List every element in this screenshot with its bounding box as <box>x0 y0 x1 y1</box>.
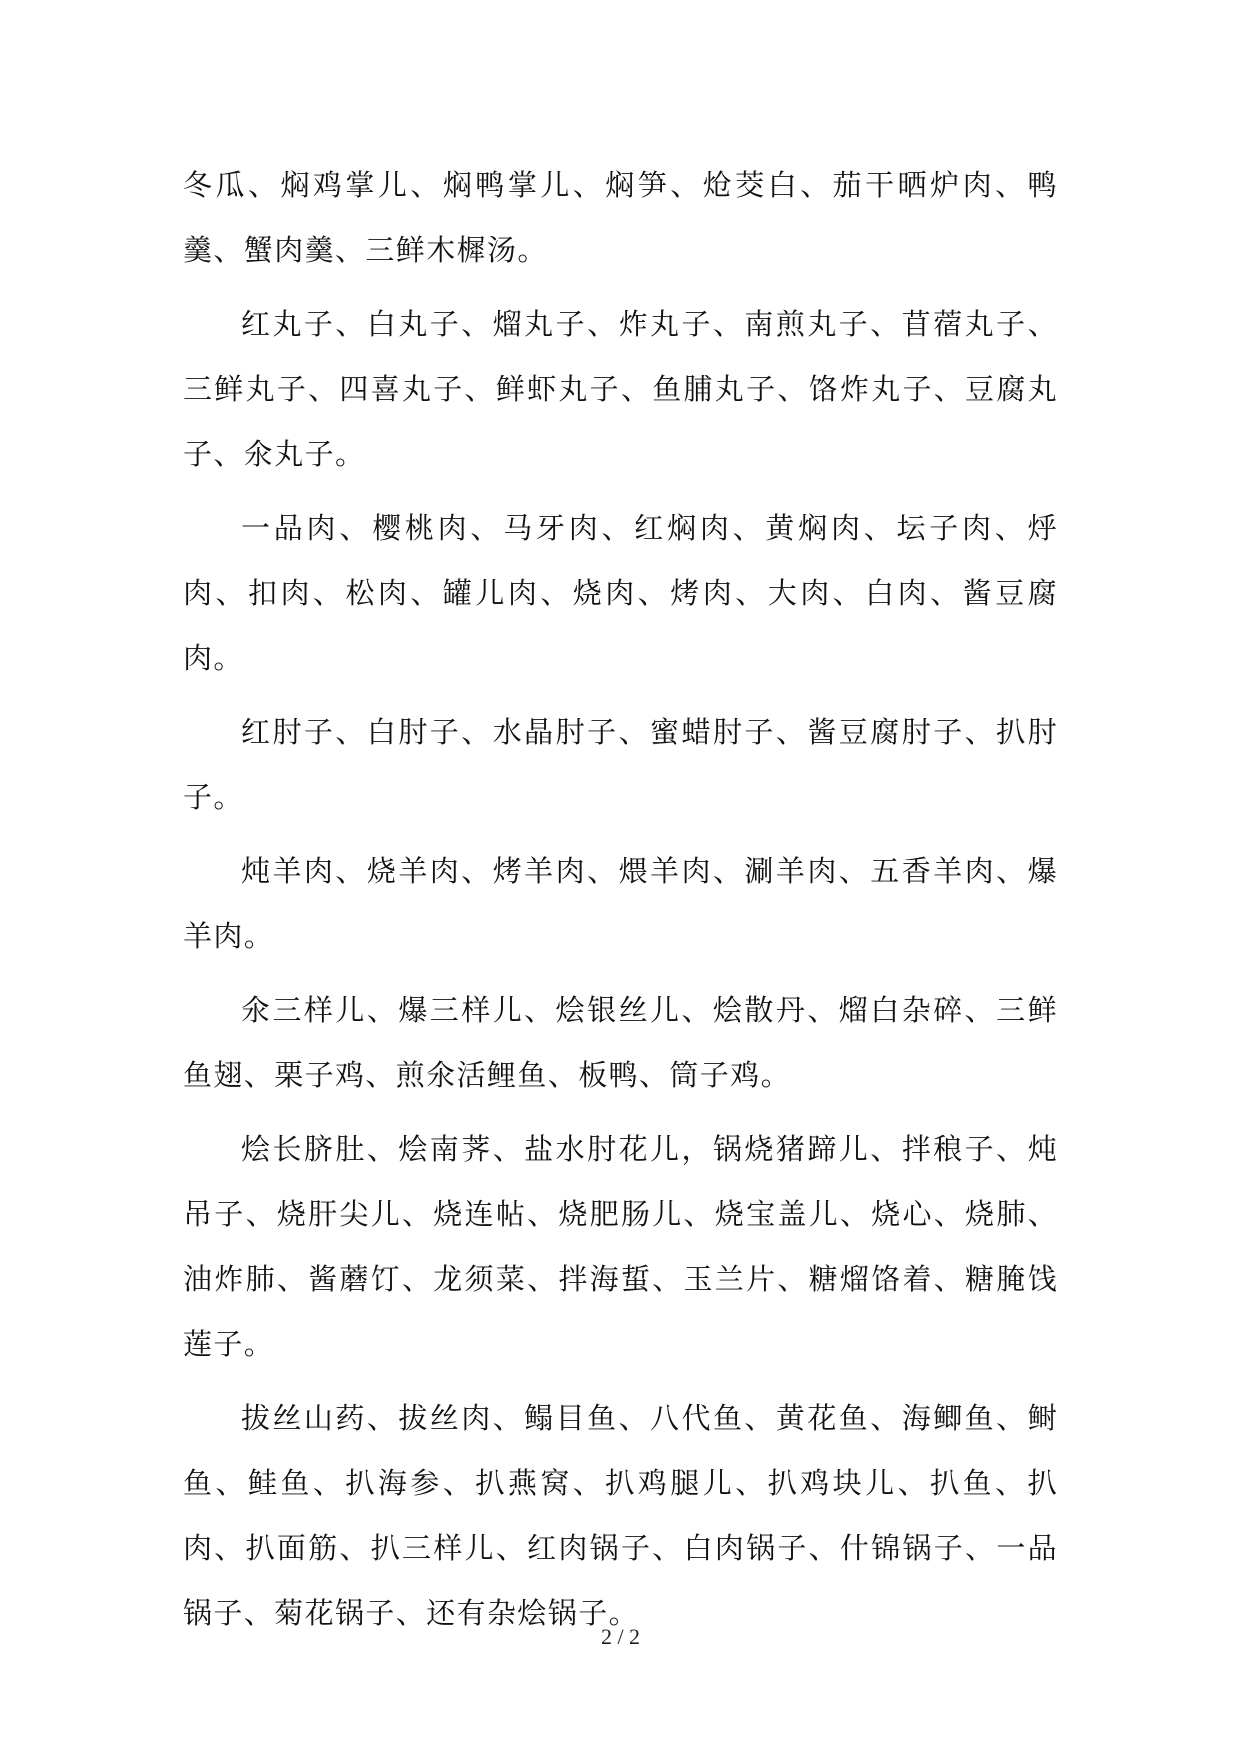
page-number: 2 / 2 <box>600 1624 641 1649</box>
paragraph-continued: 冬瓜、焖鸡掌儿、焖鸭掌儿、焖笋、炝茭白、茄干晒炉肉、鸭羹、蟹肉羹、三鲜木樨汤。 <box>183 168 1058 267</box>
paragraph-mixed-dishes: 氽三样儿、爆三样儿、烩银丝儿、烩散丹、熘白杂碎、三鲜鱼翅、栗子鸡、煎氽活鲤鱼、板鸭、筒子鸡。 <box>183 993 1058 1092</box>
paragraph-offal-dishes: 烩长脐肚、烩南荠、盐水肘花儿，锅烧猪蹄儿、拌稂子、炖吊子、烧肝尖儿、烧连帖、烧肥肠儿、烧宝盖儿、烧心、烧肺、油炸肺、酱蘑饤、龙须菜、拌海蜇、玉兰片、糖熘饹着、糖腌饯莲子。 <box>183 1132 1058 1361</box>
paragraph-pork-knuckle: 红肘子、白肘子、水晶肘子、蜜蜡肘子、酱豆腐肘子、扒肘子。 <box>183 715 1058 814</box>
document-body <box>183 153 1058 1655</box>
paragraph-meatballs: 红丸子、白丸子、熘丸子、炸丸子、南煎丸子、苜蓿丸子、三鲜丸子、四喜丸子、鲜虾丸子、鱼脯丸子、饹炸丸子、豆腐丸子、氽丸子。 <box>183 307 1058 471</box>
paragraph-pork-dishes: 一品肉、樱桃肉、马牙肉、红焖肉、黄焖肉、坛子肉、烀肉、扣肉、松肉、罐儿肉、烧肉、烤肉、大肉、白肉、酱豆腐肉。 <box>183 511 1058 675</box>
paragraph-mutton: 炖羊肉、烧羊肉、烤羊肉、煨羊肉、涮羊肉、五香羊肉、爆羊肉。 <box>183 854 1058 953</box>
paragraph-fish-and-hotpot: 拔丝山药、拔丝肉、鳎目鱼、八代鱼、黄花鱼、海鲫鱼、鲥鱼、鲑鱼、扒海参、扒燕窝、扒鸡腿儿、扒鸡块儿、扒鱼、扒肉、扒面筋、扒三样儿、红肉锅子、白肉锅子、什锦锅子、一品锅子、菊花锅子、还有杂烩锅子。 <box>183 1401 1058 1630</box>
